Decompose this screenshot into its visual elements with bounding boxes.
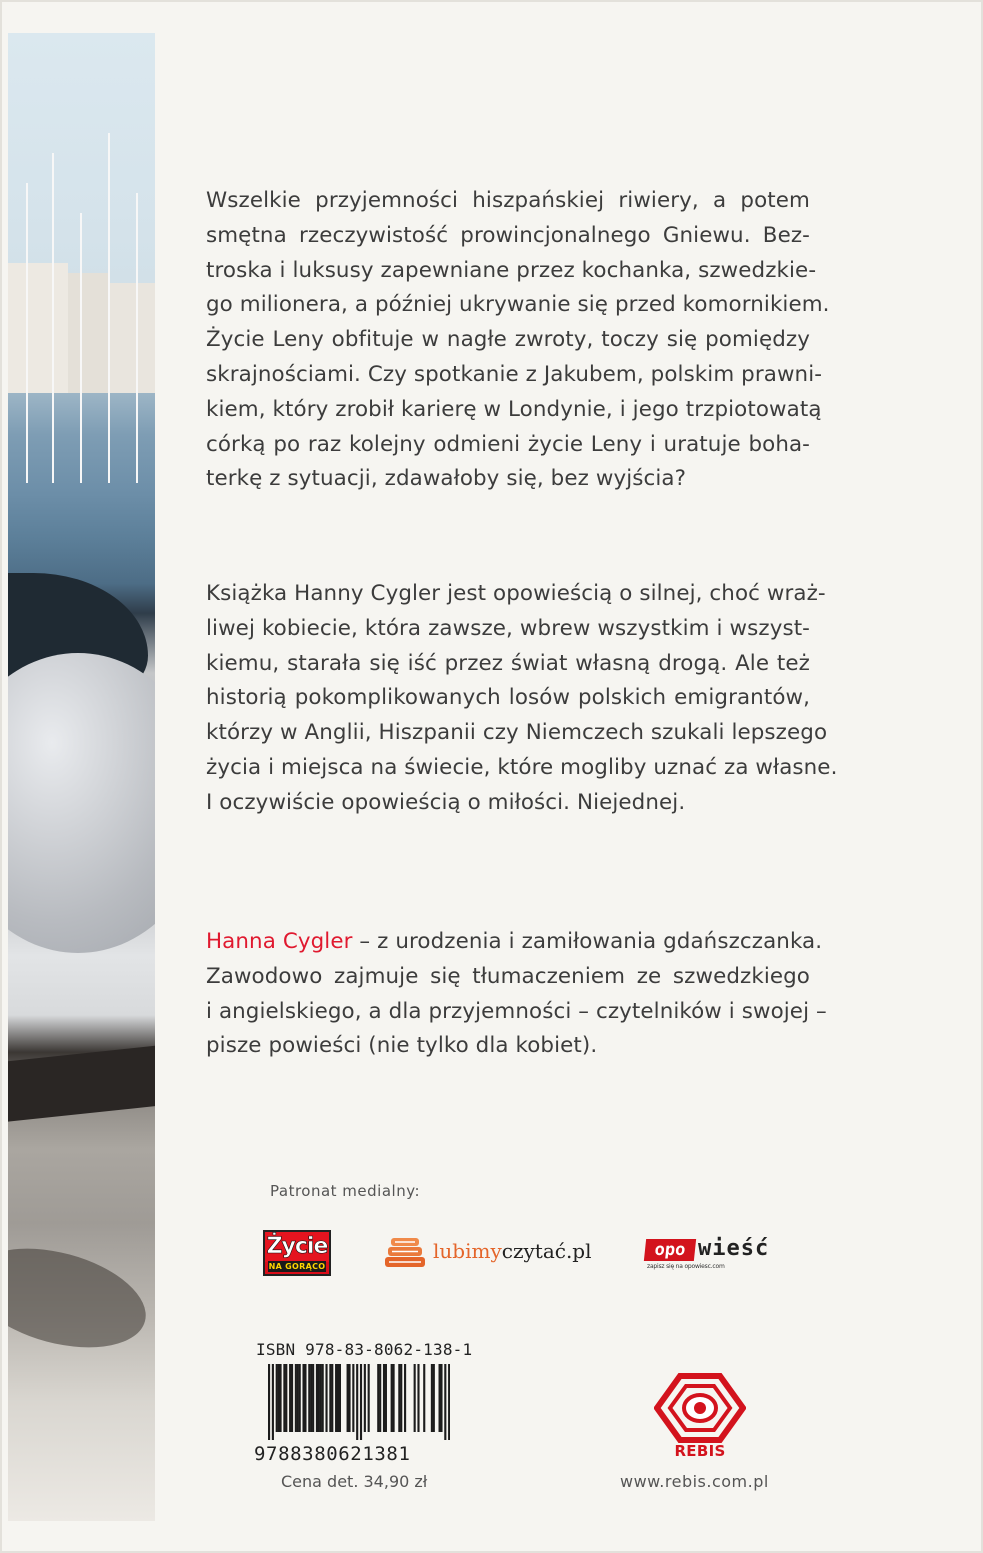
author-bio — [206, 925, 827, 1064]
photo-mast — [52, 153, 54, 483]
lubimyczytac-logo-text — [433, 1239, 592, 1263]
blurb-line: I oczywiście opowieścią o miłości. Niejednej. — [206, 789, 686, 815]
barcode-bar — [339, 1364, 341, 1432]
rebis-logo-icon — [654, 1373, 746, 1443]
barcode-bar — [291, 1364, 293, 1432]
barcode-bar — [304, 1364, 306, 1432]
blurb-line: którzy w Anglii, Hiszpanii czy Niemczech szukali lepszego — [206, 720, 828, 746]
photo-boat-cover — [8, 653, 155, 953]
barcode-bar — [335, 1364, 337, 1432]
blurb-line: go milionera, a później ukrywanie się przed komornikiem. — [206, 292, 830, 318]
author-name: Hanna Cygler — [206, 929, 353, 954]
author-bio-line — [206, 925, 823, 960]
barcode-bar — [364, 1364, 366, 1432]
barcode-bar — [352, 1364, 354, 1432]
barcode-bar — [385, 1364, 387, 1432]
retail-price: Cena det. 34,90 zł — [281, 1472, 428, 1491]
publisher-url: www.rebis.com.pl — [620, 1472, 769, 1491]
lubimy-text: lubimy — [433, 1239, 502, 1263]
cover-photo-strip — [8, 33, 155, 1521]
author-bio-line: pisze powieści (nie tylko dla kobiet). — [206, 1033, 598, 1059]
barcode-bar — [433, 1364, 435, 1432]
barcode-bar — [316, 1364, 318, 1432]
blurb-line: kiem, który zrobił karierę w Londynie, i jego trzpiotowatą — [206, 396, 822, 422]
barcode-bar — [278, 1364, 280, 1432]
barcode-bar — [320, 1364, 322, 1432]
barcode-bar — [379, 1364, 381, 1432]
zycie-na-goraco-logo — [263, 1230, 331, 1276]
blurb-paragraph-1 — [206, 184, 830, 497]
barcode-bar — [417, 1364, 419, 1432]
blurb-line: historią pokomplikowanych losów polskich emigrantów, — [206, 685, 810, 711]
barcode-bar — [322, 1364, 324, 1432]
barcode-bar — [283, 1364, 285, 1432]
barcode-bar — [360, 1364, 362, 1440]
barcode-bar — [272, 1364, 274, 1440]
barcode-bar — [310, 1364, 312, 1432]
lubimyczytac-logo — [383, 1233, 603, 1273]
barcode-bar — [400, 1364, 402, 1432]
barcode-bar — [404, 1364, 406, 1432]
barcode-bar — [431, 1364, 433, 1432]
barcode-bar — [295, 1364, 297, 1432]
photo-mast — [136, 193, 138, 483]
blurb-line: Wszelkie przyjemności hiszpańskiej riwiery, a potem — [206, 188, 810, 213]
author-bio-line: Zawodowo zajmuje się tłumaczeniem ze szwedzkiego — [206, 963, 810, 989]
barcode-bar — [377, 1364, 379, 1432]
barcode-bar — [393, 1364, 395, 1432]
photo-mast — [26, 183, 28, 483]
blurb-line: smętna rzeczywistość prowincjonalnego Gniewu. Bez- — [206, 222, 810, 248]
blurb-line: kiemu, starała się iść przez świat własną drogą. Ale też — [206, 650, 810, 676]
barcode-bar — [299, 1364, 301, 1432]
photo-ground-shadow — [8, 1231, 155, 1365]
books-icon — [383, 1235, 427, 1271]
blurb-line: terkę z sytuacji, zdawałoby się, bez wyjścia? — [206, 466, 687, 492]
photo-building — [68, 273, 108, 393]
author-bio-line: i angielskiego, a dla przyjemności – czytelników i swojej – — [206, 998, 827, 1024]
opowiesc-logo-tagline: zapisz się na opowiesc.com — [647, 1263, 725, 1270]
barcode-bar — [356, 1364, 358, 1440]
barcode-digits: 9788380621381 — [254, 1443, 411, 1465]
photo-mast — [108, 133, 110, 483]
barcode-bar — [279, 1364, 281, 1432]
barcode-bar — [444, 1364, 446, 1440]
photo-boat-shadow — [8, 1043, 155, 1124]
zycie-logo-subtitle: NA GORĄCO — [268, 1262, 326, 1271]
zycie-logo-title: Życie — [265, 1232, 329, 1262]
opowiesc-logo-dark-part: wieść — [698, 1236, 770, 1261]
blurb-line: Książka Hanny Cygler jest opowieścią o silnej, choć wraż- — [206, 581, 826, 606]
barcode-bar — [325, 1364, 327, 1432]
barcode-bar — [448, 1364, 450, 1440]
czytac-text: czytać.pl — [501, 1239, 592, 1263]
barcode-bar — [289, 1364, 291, 1432]
barcode-bar — [347, 1364, 349, 1432]
blurb-line: skrajnościami. Czy spotkanie z Jakubem, polskim prawni- — [206, 361, 823, 387]
photo-building — [8, 263, 68, 393]
author-bio-line-rest: – z urodzenia i zamiłowania gdańszczanka. — [352, 929, 823, 954]
barcode-bar — [297, 1364, 299, 1432]
barcode-bar — [302, 1364, 304, 1432]
barcode-bar — [308, 1364, 310, 1432]
blurb-line: Życie Leny obfituje w nagłe zwroty, toczy się pomiędzy — [206, 327, 810, 353]
barcode-bar — [439, 1364, 441, 1432]
photo-building — [108, 283, 155, 393]
blurb-paragraph-2 — [206, 577, 838, 821]
patronage-label: Patronat medialny: — [270, 1182, 421, 1200]
barcode-bar — [383, 1364, 385, 1432]
barcode-bar — [440, 1364, 442, 1432]
barcode-bar — [285, 1364, 287, 1432]
barcode — [268, 1364, 450, 1440]
barcode-bar — [318, 1364, 320, 1432]
barcode-bar — [331, 1364, 333, 1432]
barcode-bar — [329, 1364, 331, 1432]
barcode-bar — [398, 1364, 400, 1432]
barcode-bar — [423, 1364, 425, 1432]
barcode-bar — [276, 1364, 278, 1432]
barcode-bar — [391, 1364, 393, 1432]
blurb-line: liwej kobiecie, która zawsze, wbrew wszystkim i wszyst- — [206, 615, 810, 641]
barcode-bar — [337, 1364, 339, 1432]
publisher-name: REBIS — [674, 1442, 726, 1460]
barcode-bar — [368, 1364, 370, 1432]
opowiesc-logo — [645, 1233, 785, 1273]
isbn-label: ISBN 978-83-8062-138-1 — [256, 1340, 473, 1359]
photo-mast — [80, 213, 82, 483]
barcode-bar — [348, 1364, 350, 1432]
barcode-bar — [312, 1364, 314, 1432]
barcode-bar — [268, 1364, 270, 1440]
opowiesc-logo-red-part: opo — [644, 1239, 696, 1261]
blurb-line: troska i luksusy zapewniane przez kochanka, szwedzkie- — [206, 257, 817, 283]
blurb-line: życia i miejsca na świecie, które mogliby uznać za własne. — [206, 754, 838, 780]
barcode-bar — [414, 1364, 416, 1432]
blurb-line: córką po raz kolejny odmieni życie Leny i uratuje boha- — [206, 431, 810, 457]
